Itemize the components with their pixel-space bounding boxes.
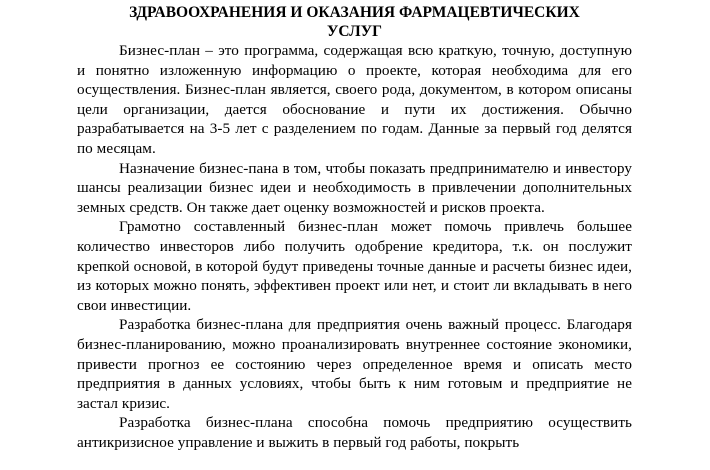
paragraph: Грамотно составленный бизнес-план может помочь привлечь большее количество инвесторов либо получить одобрение кредитора, т.к. он послужит крепкой основой, в которой будут приведены точные данные и расчеты бизнес идеи, из которых можно понять, эффективен проект или нет, и стоит ли вкладывать в него свои инвестиции. [77,218,632,314]
section-heading [77,3,632,41]
paragraph: Бизнес-план – это программа, содержащая всю краткую, точную, доступную и понятно изложенную информацию о проекте, которая необходима для его осуществления. Бизнес-план является, своего рода, документом, в котором описаны цели организации, дается обоснование и пути их достижения. Обычно разрабатывается на 3-5 лет с разделением по годам. Данные за первый год делятся по месяцам. [77,42,632,157]
heading-line: ЗДРАВООХРАНЕНИЯ И ОКАЗАНИЯ ФАРМАЦЕВТИЧЕСКИХ [129,4,580,21]
paragraph: Назначение бизнес-пана в том, чтобы показать предпринимателю и инвестору шансы реализации бизнес идеи и необходимость в привлечении дополнительных земных средств. Он также дает оценку возможностей и рисков проекта. [77,159,632,216]
heading-line: УСЛУГ [327,23,382,40]
paragraph: Разработка бизнес-плана способна помочь предприятию осуществить антикризисное управление и выжить в первый год работы, покрыть [77,414,632,451]
document-page [77,0,632,452]
paragraph: Разработка бизнес-плана для предприятия очень важный процесс. Благодаря бизнес-планированию, можно проанализировать внутреннее состояние экономики, привести прогноз ее состоянию через определенное время и описать место предприятия в данных условиях, чтобы быть к ним готовым и предприятие не застал кризис. [77,316,632,412]
